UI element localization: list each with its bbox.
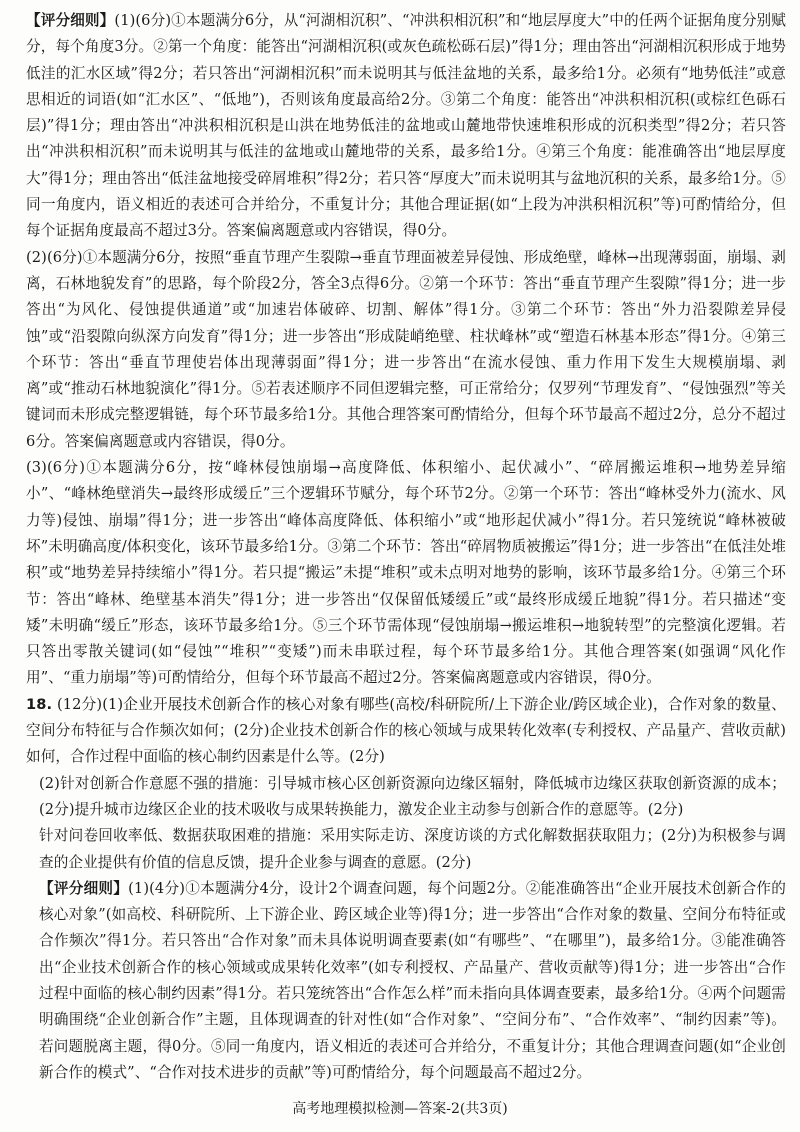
q18-part2b-answer: 针对问卷回收率低、数据获取困难的措施：采用实际走访、深度访谈的方式化解数据获取阻力；(2分)为积极参与调查的企业提供有价值的信息反馈，提升企业参与调查的意愿。(2分) [39,827,786,871]
rubric-tag: 【评分细则】 [39,879,129,897]
q17-part3-rubric: (3)(6分)①本题满分6分，按“峰林侵蚀崩塌→高度降低、体积缩小、起伏减小”、“碎屑搬运堆积→地势差异缩小”、“峰林绝壁消失→最终形成缓丘”三个逻辑环节赋分，每个环节2分。②第一个环节：答出“峰林受外力(流水、风力等)侵蚀、崩塌”得1分；进一步答出“峰体高度降低、体积缩小”或“地形起伏减小”得1分。若只笼统说“峰林被破坏”未明确高度/体积变化，该环节最多给1分。③第二个环节：答出“碎屑物质被搬运”得1分；进一步答出“在低洼处堆积”或“地势差异持续缩小”得1分。若只提“搬运”未提“堆积”或未点明对地势的影响，该环节最多给1分。④第三个环节：答出“峰林、绝壁基本消失”得1分；进一步答出“仅保留低矮缓丘”或“最终形成缓丘地貌”得1分。若只描述“变矮”未明确“缓丘”形态，该环节最多给1分。⑤三个环节需体现“侵蚀崩塌→搬运堆积→地貌转型”的完整演化逻辑。若只答出零散关键词(如“侵蚀”“堆积”“变矮”)而未串联过程，每个环节最多给1分。其他合理答案(如强调“风化作用”、“重力崩塌”等)可酌情给分，但每个环节最高不超过2分。答案偏离题意或内容错误，得0分。 [26,459,786,687]
q18-rubric-text: (1)(4分)①本题满分4分，设计2个调查问题，每个问题2分。②能准确答出“企业开展技术创新合作的核心对象”(如高校、科研院所、上下游企业、跨区域企业等)得1分；进一步答出“合作对象的数量、空间分布特征或合作频次”得1分。若只答出“合作对象”而未具体说明调查要素(如“有哪些”、“在哪里”)，最多给1分。③能准确答出“企业技术创新合作的核心领域或成果转化效率”(如专利授权、产品量产、营收贡献等)得1分；进一步答出“合作过程中面临的核心制约因素”得1分。若只笼统答出“合作怎么样”而未指向具体调查要素，最多给1分。④两个问题需明确围绕“企业创新合作”主题，且体现调查的针对性(如“合作对象”、“空间分布”、“合作效率”、“制约因素”等)。若问题脱离主题，得0分。⑤同一角度内，语义相近的表述可合并给分，不重复计分；其他合理调查问题(如“企业创新合作的模式”、“合作对技术进步的贡献”等)可酌情给分，每个问题最高不超过2分。 [39,879,786,1081]
q18-part1-text: (12分)(1)企业开展技术创新合作的核心对象有哪些(高校/科研院所/上下游企业/跨区域企业)，合作对象的数量、空间分布特征与合作频次如何；(2分)企业技术创新合作的核心领域与成果转化效率(专利授权、产品量产、营收贡献)如何，合作过程中面临的核心制约因素是什么等。(2分) [26,695,786,766]
answer-page [26,8,786,1086]
q17-part1-text: (1)(6分)①本题满分6分，从“河湖相沉积”、“冲洪积相沉积”和“地层厚度大”中的任两个证据角度分别赋分，每个角度3分。②第一个角度：能答出“河湖相沉积(或灰色疏松砾石层)”得1分；理由答出“河湖相沉积形成于地势低洼的汇水区域”得2分；若只答出“河湖相沉积”而未说明其与低洼盆地的关系，最多给1分。必须有“地势低洼”或意思相近的词语(如“汇水区”、“低地”)，否则该角度最高给2分。③第二个角度：能答出“冲洪积相沉积(或棕红色砾石层)”得1分；理由答出“冲洪积相沉积是山洪在地势低洼的盆地或山麓地带快速堆积形成的沉积类型”得2分；若只答出“冲洪积相沉积”而未说明其与低洼的盆地或山麓地带的关系，最多给1分。④第三个角度：能准确答出“地层厚度大”得1分；理由答出“低洼盆地接受碎屑堆积”得2分；若只答“厚度大”而未说明其与盆地沉积的关系，最多给1分。⑤同一角度内，语义相近的表述可合并给分，不重复计分；其他合理证据(如“上段为冲洪积相沉积”等)可酌情给分，但每个证据角度最高不超过3分。答案偏离题意或内容错误，得0分。 [26,12,786,240]
rubric-tag: 【评分细则】 [26,12,115,29]
page-footer: 高考地理模拟检测—答案-2(共3页) [292,1101,508,1117]
q18-rubric [26,876,786,1086]
q18-part2-answer: (2)针对创新合作意愿不强的措施：引导城市核心区创新资源向边缘区辐射，降低城市边缘区获取创新资源的成本；(2分)提升城市边缘区企业的技术吸收与成果转换能力，激发企业主动参与创新合作的意愿等。(2分) [39,774,786,818]
q18-part1-answer [26,692,786,771]
q17-part1-rubric [26,8,786,245]
q17-part2-rubric: (2)(6分)①本题满分6分，按照“垂直节理产生裂隙→垂直节理面被差异侵蚀、形成绝壁，峰林→出现薄弱面，崩塌、剥离，石林地貌发育”的思路，每个阶段2分，答全3点得6分。②第一个环节：答出“垂直节理产生裂隙”得1分；进一步答出“为风化、侵蚀提供通道”或“加速岩体破碎、切割、解体”得1分。③第二个环节：答出“外力沿裂隙差异侵蚀”或“沿裂隙向纵深方向发育”得1分；进一步答出“形成陡峭绝壁、柱状峰林”或“塑造石林基本形态”得1分。④第三个环节：答出“垂直节理使岩体出现薄弱面”得1分；进一步答出“在流水侵蚀、重力作用下发生大规模崩塌、剥离”或“推动石林地貌演化”得1分。⑤若表述顺序不同但逻辑完整，可正常给分；仅罗列“节理发育”、“侵蚀强烈”等关键词而未形成完整逻辑链，每个环节最多给1分。其他合理答案可酌情给分，但每个环节最高不超过2分，总分不超过6分。答案偏离题意或内容错误，得0分。 [26,248,786,450]
question-number: 18. [26,695,53,713]
